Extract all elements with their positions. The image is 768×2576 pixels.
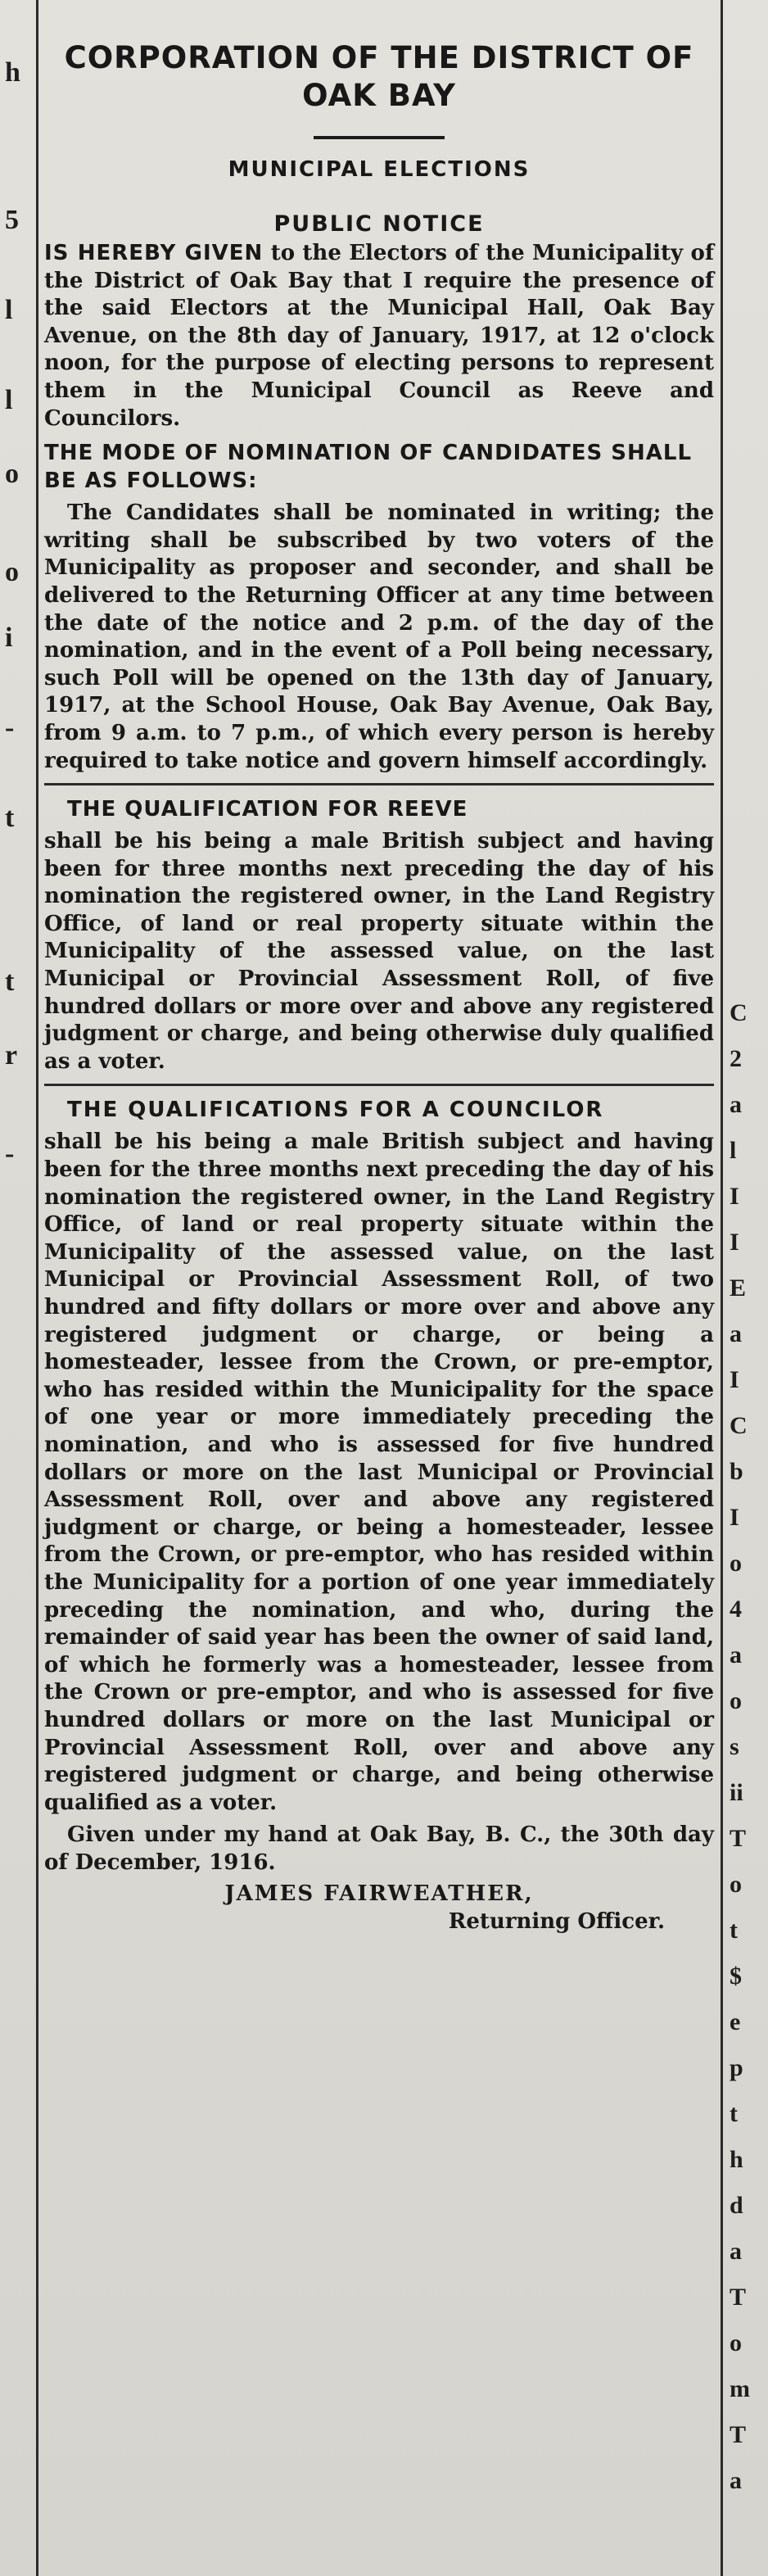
right-fragment: C <box>730 1412 748 1439</box>
notice-title: CORPORATION OF THE DISTRICT OF OAK BAY <box>64 40 694 113</box>
reeve-paragraph: shall be his being a male British subject and having been for three months next preceding the day of his nomination the registered owner, in the Land Registry Office, of land or real property situate within the Municipality of the assessed value, on the last Municipal or Provincial Assessment Roll, of five hundred dollars or more over and above any registered judgment or charge, and being otherwise duly qualified as a voter. <box>44 829 714 1074</box>
right-fragment: C <box>730 999 748 1026</box>
left-fragment: h <box>5 57 20 88</box>
reeve-heading: THE QUALIFICATION FOR REEVE <box>67 797 468 822</box>
right-fragment: o <box>730 1871 742 1898</box>
right-fragment: I <box>730 1366 739 1393</box>
right-fragment: p <box>730 2054 743 2081</box>
right-fragment: $ <box>730 1963 742 1990</box>
left-fragment: t <box>5 967 15 997</box>
notice-subhead: MUNICIPAL ELECTIONS <box>228 157 531 182</box>
right-fragment: ii <box>730 1779 743 1806</box>
right-fragment: a <box>730 2467 742 2494</box>
left-adjacent-column <box>0 0 38 2576</box>
right-fragment: o <box>730 1687 742 1714</box>
councilor-heading: THE QUALIFICATIONS FOR A COUNCILOR <box>67 1098 604 1123</box>
left-fragment: l <box>5 385 13 415</box>
right-fragment: I <box>730 1183 739 1210</box>
section-divider <box>44 783 714 785</box>
right-fragment: a <box>730 1091 742 1118</box>
right-fragment: e <box>730 2008 741 2035</box>
right-fragment: a <box>730 1641 742 1668</box>
left-fragment: - <box>5 713 15 743</box>
right-fragment: T <box>730 2421 747 2448</box>
public-notice-heading: PUBLIC NOTICE <box>273 211 485 237</box>
left-fragment: o <box>5 459 19 489</box>
intro-lead: IS HEREBY GIVEN <box>44 241 264 265</box>
right-fragment: s <box>730 1733 739 1760</box>
left-fragment: t <box>5 803 15 833</box>
left-fragment: r <box>5 1040 18 1071</box>
right-fragment: E <box>730 1274 747 1302</box>
given-line: Given under my hand at Oak Bay, B. C., the 30th day of December, 1916. <box>44 1822 714 1875</box>
intro-text: to the Electors of the Municipality of the District of Oak Bay that I require the presence of the said Electors at the Municipal Hall, Oak Bay Avenue, on the 8th day of January, 1917, at 12 o'clock noon, for the purpose of electing persons to represent them in the Municipal Council as Reeve and Councilors. <box>44 241 715 431</box>
right-fragment: a <box>730 2238 742 2265</box>
left-fragment: o <box>5 557 19 587</box>
right-fragment: I <box>730 1229 739 1256</box>
election-notice <box>44 39 714 1934</box>
right-fragment: o <box>730 2329 742 2356</box>
left-fragment: - <box>5 1139 15 1169</box>
signature-name: JAMES FAIRWEATHER, <box>224 1881 534 1907</box>
councilor-paragraph: shall be his being a male British subject and having been for the three months next preceding the day of his nomination the registered owner, in the Land Registry Office, of land or real property situate within the Municipality of the assessed value, on the last Municipal or Provincial Assessment Roll, of two hundred and fifty dollars or more over and above any registered judgment or charge, or being a homesteader, lessee from the Crown, or pre-emptor, who has resided within the Municipality for the space of one year or more immediately preceding the nomination, and who is assessed for five hundred dollars or more on the last Municipal or Provincial Assessment Roll, over and above any registered judgment or charge, or being a homesteader, lessee from the Crown, or pre-emptor, who has resided within the Municipality for a portion of one year immediately preceding the nomination, and who, during the remainder of said year has been the owner of said land, of which he formerly was a homesteader, lessee from the Crown or pre-emptor, and who is assessed for five hundred dollars or more on the last Municipal or Provincial Assessment Roll, over and above any registered judgment or charge, and being otherwise qualified as a voter. <box>44 1130 714 1815</box>
right-fragment: l <box>730 1137 737 1164</box>
left-fragment: i <box>5 622 13 653</box>
mode-heading: THE MODE OF NOMINATION OF CANDIDATES SHALL BE AS FOLLOWS: <box>44 441 693 494</box>
right-fragment: 2 <box>730 1045 742 1072</box>
right-fragment: m <box>730 2375 750 2402</box>
right-fragment: T <box>730 2284 747 2311</box>
right-fragment: d <box>730 2192 743 2219</box>
right-fragment: b <box>730 1458 743 1485</box>
mode-paragraph: The Candidates shall be nominated in writing; the writing shall be subscribed by two voters of the Municipality as proposer and seconder, and shall be delivered to the Returning Officer at any time between the date of the notice and 2 p.m. of the day of the nomination, and in the event of a Poll being necessary, such Poll will be opened on the 13th day of January, 1917, at the School House, Oak Bay Avenue, Oak Bay, from 9 a.m. to 7 p.m., of which every person is hereby required to take notice and govern himself accordingly. <box>44 500 714 773</box>
right-fragment: T <box>730 1825 747 1852</box>
right-fragment: h <box>730 2146 743 2173</box>
intro-paragraph <box>44 240 714 432</box>
right-fragment: a <box>730 1320 742 1347</box>
left-fragment: l <box>5 295 13 325</box>
section-divider <box>44 1084 714 1086</box>
right-fragment: o <box>730 1550 742 1577</box>
title-rule <box>314 136 445 139</box>
left-fragment: 5 <box>5 205 19 235</box>
right-adjacent-column <box>721 0 768 2576</box>
right-fragment: 4 <box>730 1596 742 1623</box>
signature-title: Returning Officer. <box>448 1909 665 1935</box>
right-fragment: I <box>730 1504 739 1531</box>
right-fragment: t <box>730 2100 738 2127</box>
right-fragment: t <box>730 1917 738 1944</box>
